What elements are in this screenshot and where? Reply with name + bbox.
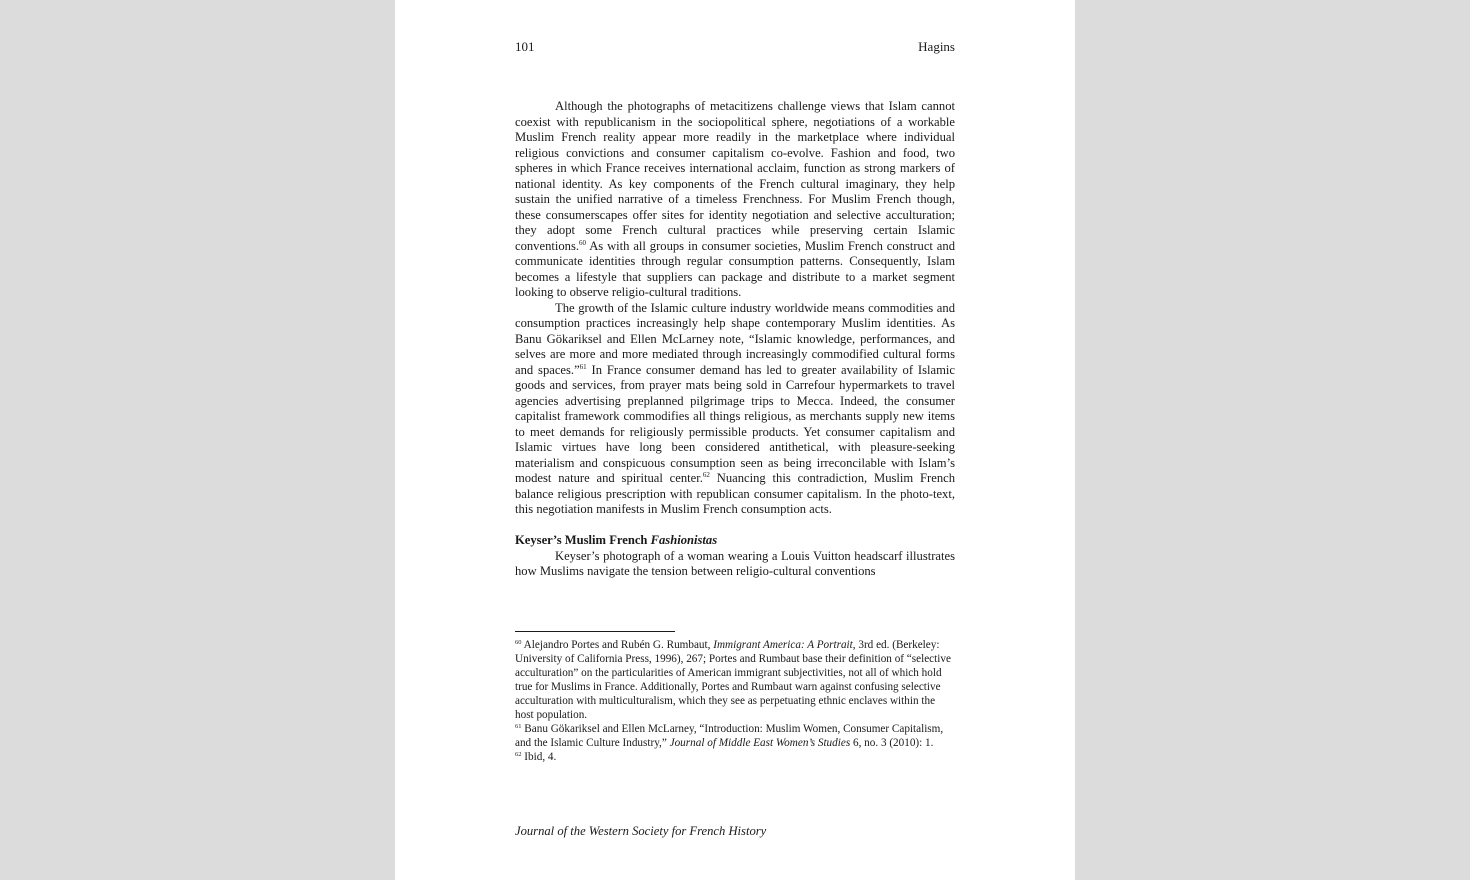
paragraph-3 xyxy=(515,549,955,580)
paragraph-1-text-a: Although the photographs of metacitizens challenge views that Islam cannot coexist with republicanism in the sociopolitical sphere, negotiations of a workable Muslim French reality appear more readily in the marketplace where individual religious convictions and consumer capitalism co-evolve. Fashion and food, two spheres in which France receives international acclaim, function as strong markers of national identity. As key components of the French cultural imaginary, they help sustain the unified narrative of a timeless Frenchness. For Muslim French though, these consumerscapes offer sites for identity negotiation and selective acculturation; they adopt some French cultural practices while preserving certain Islamic conventions. xyxy=(515,99,955,253)
running-footer: Journal of the Western Society for French History xyxy=(515,824,767,838)
section-heading-plain: Keyser’s Muslim French xyxy=(515,533,651,547)
paragraph-1 xyxy=(515,99,955,301)
section-heading xyxy=(515,533,955,549)
paragraph-2-text-a: The growth of the Islamic culture industry worldwide means commodities and consumption practices increasingly help shape contemporary Muslim identities. As Banu Gökariksel and Ellen McLarney note, “Islamic knowledge, performances, and selves are more and more mediated through increasingly commodified cultural forms and spaces.” xyxy=(515,300,955,377)
footnote-ref-61[interactable]: 61 xyxy=(579,362,587,371)
footnote-title: Journal of Middle East Women’s Studies xyxy=(669,737,851,749)
footnote-text: 6, no. 3 (2010): 1. xyxy=(850,737,934,749)
footnote-number: 61 xyxy=(515,723,522,730)
footnote-text: Alejandro Portes and Rubén G. Rumbaut, xyxy=(521,639,714,651)
body-text xyxy=(515,99,955,580)
footnote-number: 60 xyxy=(515,639,522,646)
running-header xyxy=(515,39,955,55)
footnote-61 xyxy=(515,722,955,750)
footnote-ref-60[interactable]: 60 xyxy=(579,238,587,247)
footnotes xyxy=(515,638,955,764)
footnote-60 xyxy=(515,638,955,722)
running-author: Hagins xyxy=(918,39,955,54)
paragraph-3-text: Keyser’s photograph of a woman wearing a Louis Vuitton headscarf illustrates how Muslims navigate the tension between religio-cultural conventions xyxy=(515,548,955,578)
section-heading-italic: Fashionistas xyxy=(650,533,718,547)
footnote-text: , 3rd ed. (Berkeley: University of California Press, 1996), 267; Portes and Rumbaut base their definition of “selective acculturation” on the particularities of American immigrant subjectivities, not all of which hold true for Muslims in France. Additionally, Portes and Rumbaut warn against confusing selective acculturation with multiculturalism, which they see as perpetuating ethnic enclaves within the host population. xyxy=(515,639,951,721)
footnote-separator xyxy=(515,631,675,632)
paragraph-2-text-c: Nuancing this contradiction, Muslim French balance religious prescription with republican consumer capitalism. In the photo-text, this negotiation manifests in Muslim French consumption acts. xyxy=(515,471,956,516)
footnote-text: Banu Gökariksel and Ellen McLarney, “Introduction: Muslim Women, Consumer Capitalism, and the Islamic Culture Industry,” xyxy=(515,723,944,749)
paragraph-2-text-b: In France consumer demand has led to greater availability of Islamic goods and services, from prayer mats being sold in Carrefour hypermarkets to travel agencies advertising preplanned pilgrimage trips to Mecca. Indeed, the consumer capitalist framework commodifies all things religious, as merchants supply new items to meet demands for religiously permissible products. Yet consumer capitalism and Islamic virtues have long been considered antithetical, with pleasure-seeking materialism and conspicuous consumption seen as being irreconcilable with Islam’s modest nature and spiritual center. xyxy=(515,362,955,485)
page-number: 101 xyxy=(515,39,535,54)
footnote-ref-62[interactable]: 62 xyxy=(702,471,710,479)
document-page xyxy=(395,0,1075,880)
footnote-text: Ibid, 4. xyxy=(521,751,557,763)
footnote-title: Immigrant America: A Portrait xyxy=(713,639,853,651)
paragraph-2 xyxy=(515,301,955,518)
paragraph-1-text-b: As with all groups in consumer societies, Muslim French construct and communicate identities through regular consumption patterns. Consequently, Islam becomes a lifestyle that suppliers can package and distribute to a market segment looking to observe religio-cultural traditions. xyxy=(515,238,955,299)
footnote-number: 62 xyxy=(515,751,522,758)
footnote-62 xyxy=(515,750,955,764)
